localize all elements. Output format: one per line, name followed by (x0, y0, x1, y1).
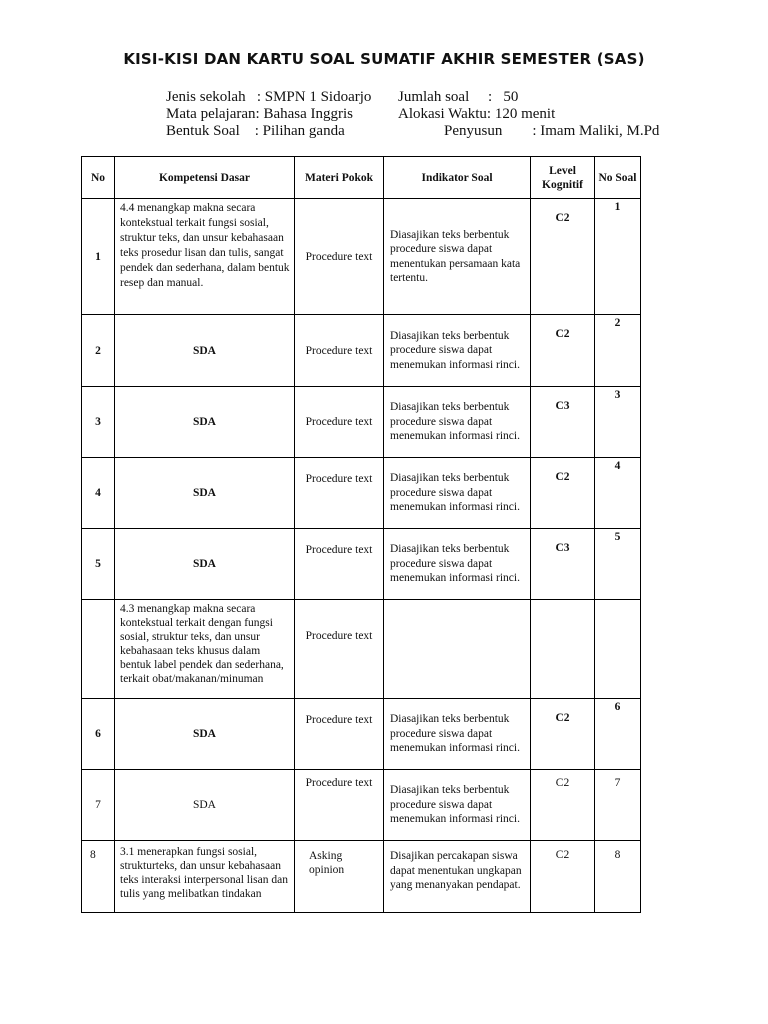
row-kompetensi: SDA (115, 699, 295, 770)
row-no (82, 600, 115, 699)
row-kompetensi: 4.4 menangkap makna secara kontekstual terkait fungsi sosial, struktur teks, dan unsur kebahasaan teks prosedur lisan dan tulis, sangat pendek dan sederhana, dalam bentuk resep dan manual. (115, 199, 295, 315)
table-row (82, 458, 641, 529)
row-no-soal: 7 (595, 770, 641, 841)
header-no-soal: No Soal (595, 157, 641, 199)
row-no-soal (595, 600, 641, 699)
row-indikator: Diasajikan teks berbentuk procedure siswa dapat menentukan persamaan kata tertentu. (384, 199, 531, 315)
meta-jenis-sekolah: Jenis sekolah : SMPN 1 Sidoarjo (166, 89, 372, 105)
row-kompetensi: SDA (115, 458, 295, 529)
row-materi: Procedure text (295, 699, 384, 770)
row-level: C3 (531, 387, 595, 458)
row-indikator: Diasajikan teks berbentuk procedure siswa dapat menemukan informasi rinci. (384, 699, 531, 770)
header-level-kognitif: Level Kognitif (531, 157, 595, 199)
meta-mata-pelajaran: Mata pelajaran: Bahasa Inggris (166, 106, 354, 122)
row-no: 6 (82, 699, 115, 770)
row-level: C2 (531, 199, 595, 315)
header-materi-pokok: Materi Pokok (295, 157, 384, 199)
row-no: 4 (82, 458, 115, 529)
row-level: C2 (531, 770, 595, 841)
table-row (82, 387, 641, 458)
row-materi: Procedure text (295, 387, 384, 458)
row-no-soal: 5 (595, 529, 641, 600)
row-no: 5 (82, 529, 115, 600)
row-materi: Asking opinion (295, 841, 384, 913)
row-no-soal: 1 (595, 199, 641, 315)
kisi-kisi-table (81, 156, 641, 913)
table-row (82, 841, 641, 913)
document-title: KISI-KISI DAN KARTU SOAL SUMATIF AKHIR SEMESTER (SAS) (123, 50, 645, 68)
row-materi: Procedure text (295, 600, 384, 699)
row-no: 3 (82, 387, 115, 458)
table-row (82, 199, 641, 315)
row-no-soal: 6 (595, 699, 641, 770)
row-materi: Procedure text (295, 199, 384, 315)
row-no: 7 (82, 770, 115, 841)
meta-bentuk-soal: Bentuk Soal : Pilihan ganda (166, 123, 345, 139)
row-materi: Procedure text (295, 458, 384, 529)
table-row (82, 600, 641, 699)
row-no-soal: 8 (595, 841, 641, 913)
row-materi: Procedure text (295, 529, 384, 600)
row-indikator (384, 600, 531, 699)
meta-jumlah-soal: Jumlah soal : 50 (398, 89, 519, 105)
row-indikator: Diasajikan teks berbentuk procedure siswa dapat menemukan informasi rinci. (384, 387, 531, 458)
row-no-soal: 2 (595, 315, 641, 387)
meta-penyusun: Penyusun : Imam Maliki, M.Pd (444, 123, 660, 139)
row-indikator: Diasajikan teks berbentuk procedure siswa dapat menemukan informasi rinci. (384, 458, 531, 529)
header-no: No (82, 157, 115, 199)
row-indikator: Diasajikan teks berbentuk procedure siswa dapat menemukan informasi rinci. (384, 529, 531, 600)
row-indikator: Disajikan percakapan siswa dapat menentukan ungkapan yang menanyakan pendapat. (384, 841, 531, 913)
row-kompetensi: SDA (115, 315, 295, 387)
row-level: C2 (531, 841, 595, 913)
table-row (82, 699, 641, 770)
row-level: C2 (531, 315, 595, 387)
table-row (82, 529, 641, 600)
row-kompetensi: 3.1 menerapkan fungsi sosial, strukturteks, dan unsur kebahasaan teks interaksi interpersonal lisan dan tulis yang melibatkan tindakan (115, 841, 295, 913)
row-level: C2 (531, 699, 595, 770)
row-no: 8 (82, 841, 115, 913)
row-indikator: Diasajikan teks berbentuk procedure siswa dapat menemukan informasi rinci. (384, 770, 531, 841)
row-no-soal: 3 (595, 387, 641, 458)
table-header-row (82, 157, 641, 199)
row-materi: Procedure text (295, 770, 384, 841)
row-indikator: Diasajikan teks berbentuk procedure siswa dapat menemukan informasi rinci. (384, 315, 531, 387)
row-level (531, 600, 595, 699)
table-row (82, 315, 641, 387)
row-level: C2 (531, 458, 595, 529)
table-row (82, 770, 641, 841)
row-no-soal: 4 (595, 458, 641, 529)
row-no: 1 (82, 199, 115, 315)
meta-alokasi-waktu: Alokasi Waktu: 120 menit (398, 106, 556, 122)
row-kompetensi: 4.3 menangkap makna secara kontekstual terkait dengan fungsi sosial, struktur teks, dan unsur kebahasaan teks khusus dalam bentuk label pendek dan sederhana, terkait obat/makanan/minuman (115, 600, 295, 699)
row-materi: Procedure text (295, 315, 384, 387)
row-kompetensi: SDA (115, 770, 295, 841)
row-level: C3 (531, 529, 595, 600)
row-no: 2 (82, 315, 115, 387)
header-kompetensi-dasar: Kompetensi Dasar (115, 157, 295, 199)
row-kompetensi: SDA (115, 387, 295, 458)
row-kompetensi: SDA (115, 529, 295, 600)
header-indikator-soal: Indikator Soal (384, 157, 531, 199)
